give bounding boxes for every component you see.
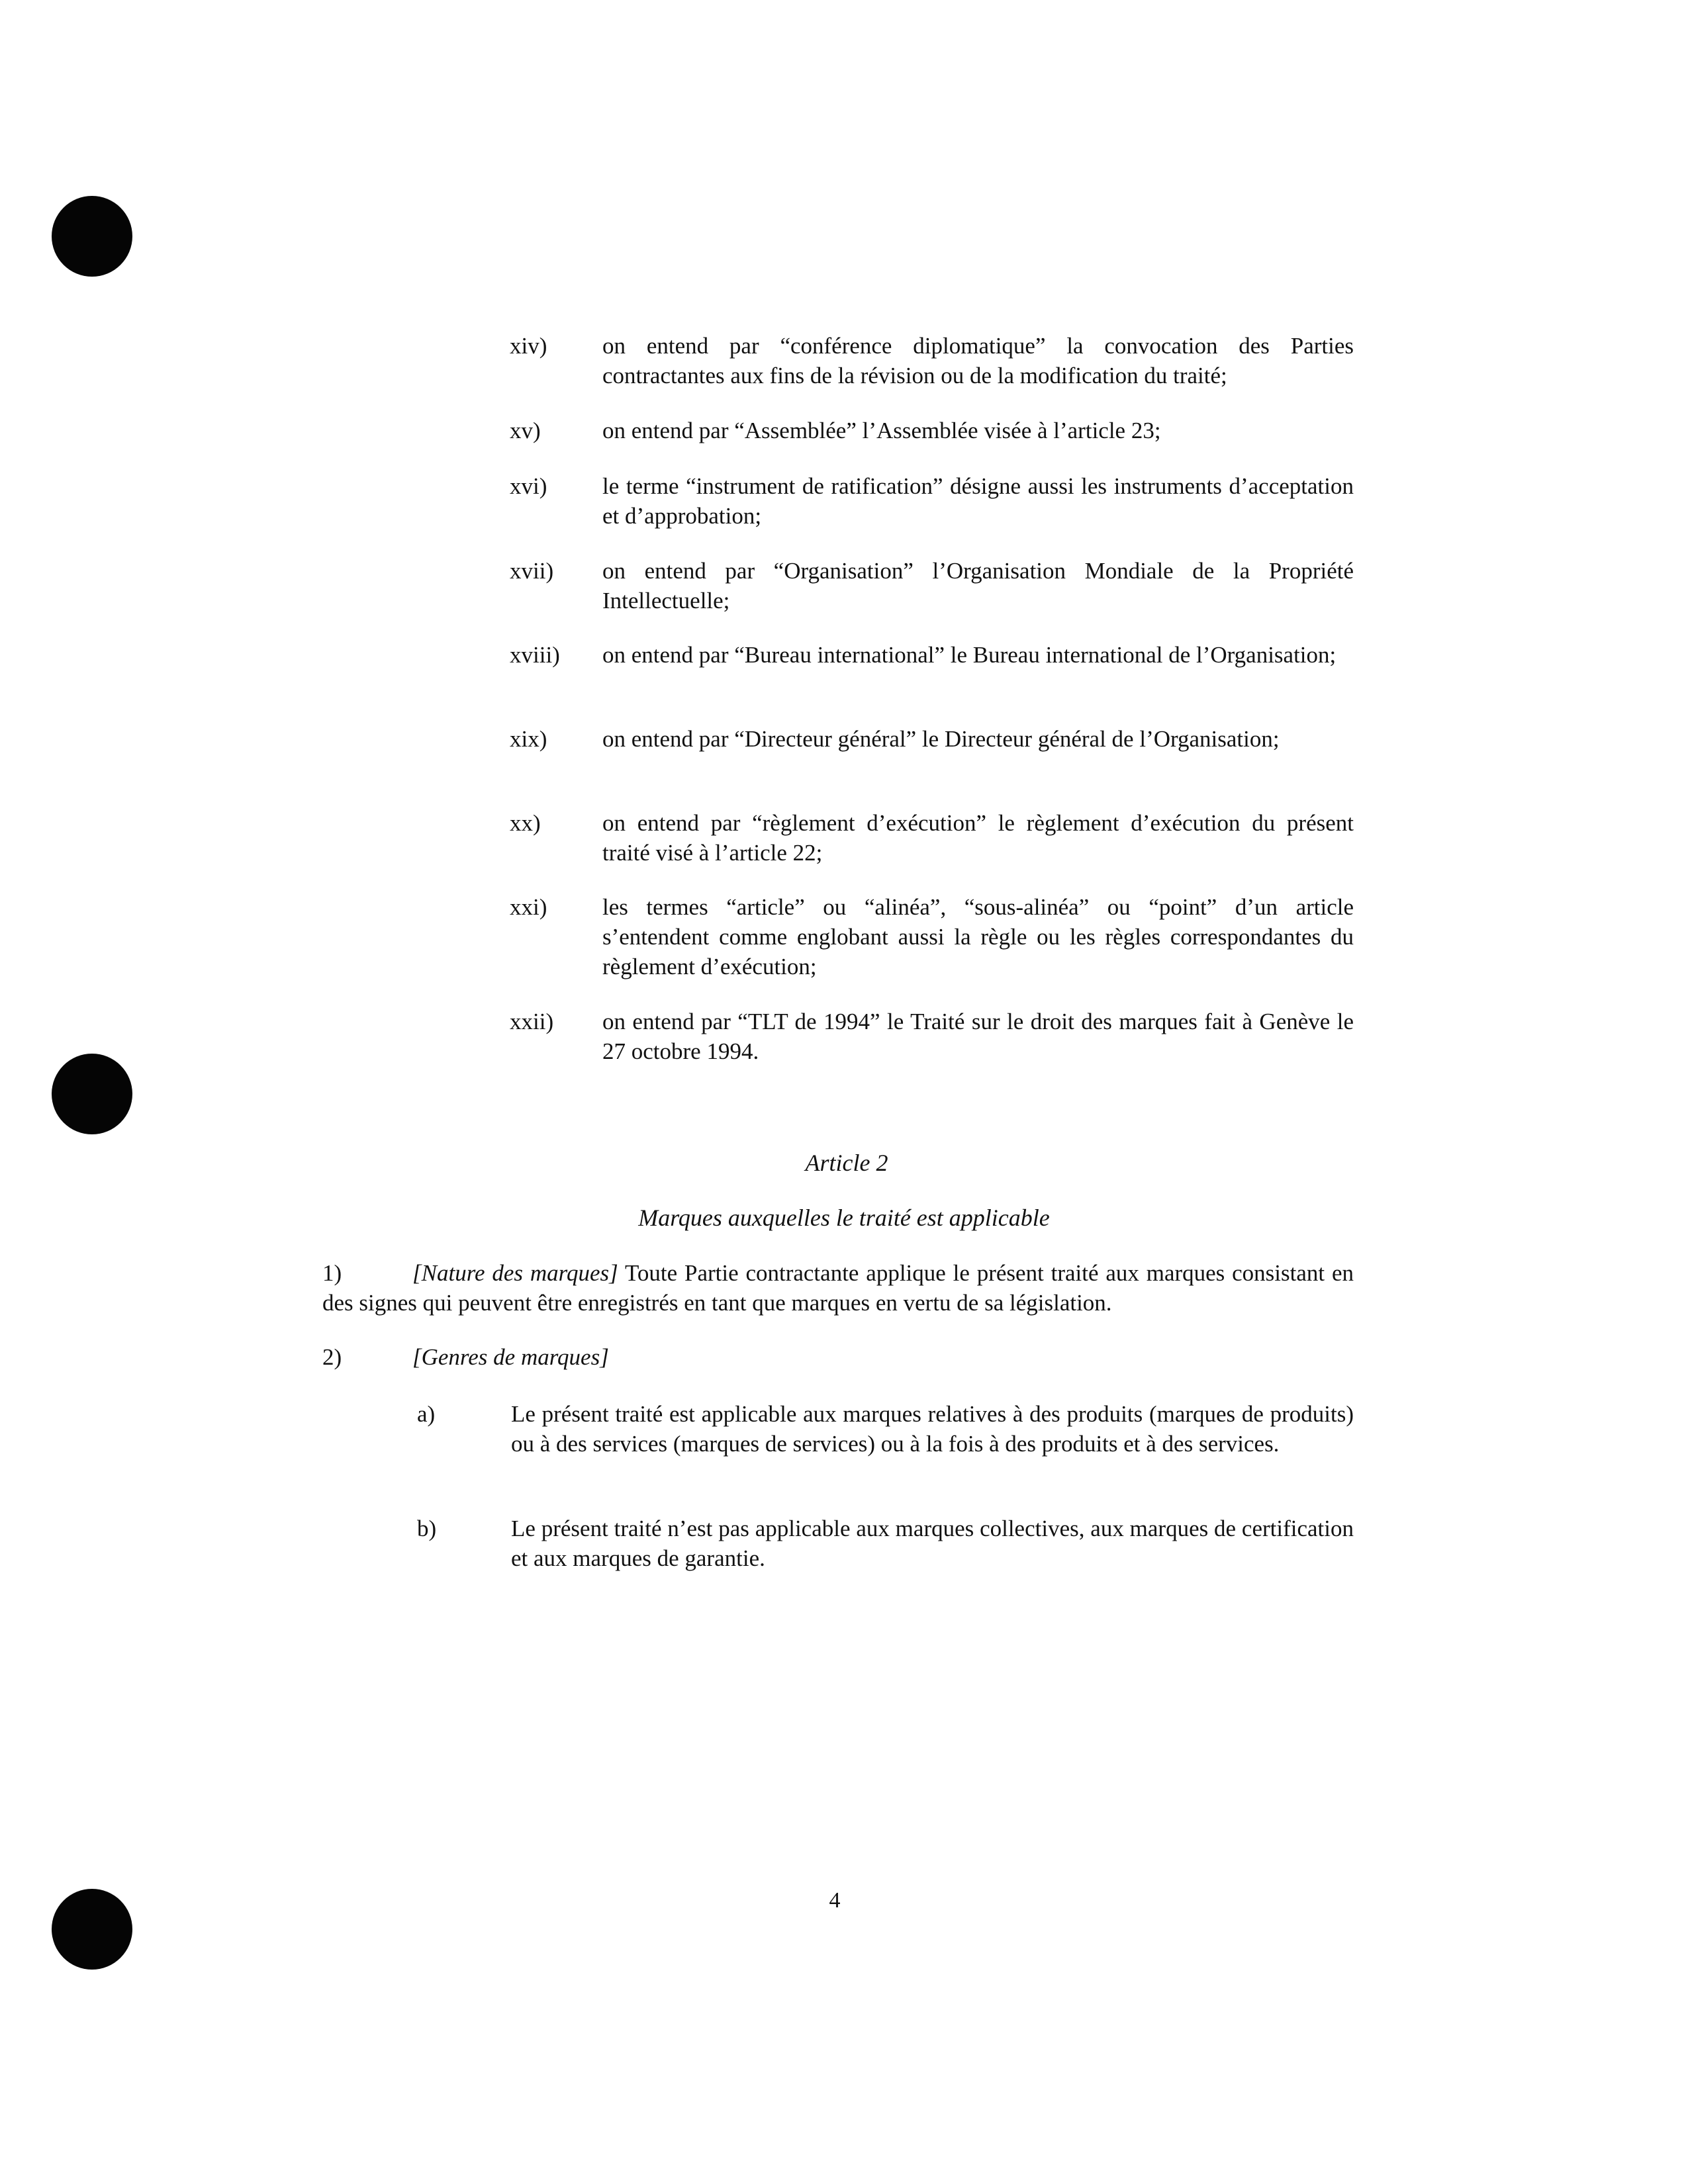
definition-text: on entend par “conférence diplomatique” la convocation des Parties contractantes aux fins de la révision ou de la modification du traité; [602, 333, 1354, 388]
definition-number: xiv) [510, 333, 547, 359]
subparagraph-text: Le présent traité n’est pas applicable aux marques collectives, aux marques de certification et aux marques de garantie. [511, 1516, 1354, 1571]
definition-number: xx) [510, 810, 541, 836]
punch-hole-top [52, 196, 132, 277]
definition-number: xvi) [510, 473, 547, 499]
definition-text: on entend par “TLT de 1994” le Traité sur le droit des marques fait à Genève le 27 octobre 1994. [602, 1009, 1354, 1064]
subparagraph-number: b) [417, 1516, 437, 1541]
definition-text: le terme “instrument de ratification” désigne aussi les instruments d’acceptation et d’approbation; [602, 473, 1354, 529]
article-title-text: Article 2 [805, 1150, 888, 1176]
definition-number: xv) [510, 418, 541, 443]
definition-number: xvii) [510, 558, 554, 584]
subparagraph-text: Le présent traité est applicable aux marques relatives à des produits (marques de produits) ou à des services (marques de services) ou à la fois à des produits et à des services. [511, 1401, 1354, 1457]
page-number-text: 4 [829, 1888, 841, 1913]
definition-text: on entend par “Organisation” l’Organisation Mondiale de la Propriété Intellectuelle; [602, 558, 1354, 614]
article-title [0, 1148, 1688, 1177]
subparagraph-number: a) [417, 1401, 436, 1427]
article-subtitle: Marques auxquelles le traité est applicable [638, 1205, 1050, 1231]
paragraph-title: [Genres de marques] [412, 1344, 609, 1370]
definition-text: on entend par “Bureau international” le Bureau international de l’Organisation; [602, 642, 1336, 668]
page-number [0, 1888, 1688, 1914]
paragraph-number: 1) [322, 1260, 342, 1286]
definition-text: on entend par “Directeur général” le Directeur général de l’Organisation; [602, 726, 1280, 752]
definition-text: on entend par “règlement d’exécution” le règlement d’exécution du présent traité visé à l’article 22; [602, 810, 1354, 866]
definition-number: xxii) [510, 1009, 554, 1034]
definition-text: les termes “article” ou “alinéa”, “sous-alinéa” ou “point” d’un article s’entendent comme englobant aussi la règle ou les règles correspondantes du règlement d’exécution; [602, 894, 1354, 979]
paragraph [322, 1258, 1354, 1318]
paragraph [322, 1342, 1354, 1372]
paragraph-text: Toute Partie contractante applique le présent traité aux marques consistant en des signes qui peuvent être enregistrés en tant que marques en vertu de sa législation. [322, 1260, 1354, 1316]
paragraph-title: [Nature des marques] [412, 1260, 618, 1286]
punch-hole-middle [52, 1054, 132, 1134]
definition-number: xviii) [510, 642, 560, 668]
definition-number: xix) [510, 726, 547, 752]
definition-number: xxi) [510, 894, 547, 920]
definition-text: on entend par “Assemblée” l’Assemblée visée à l’article 23; [602, 418, 1161, 443]
paragraph-number: 2) [322, 1344, 342, 1370]
